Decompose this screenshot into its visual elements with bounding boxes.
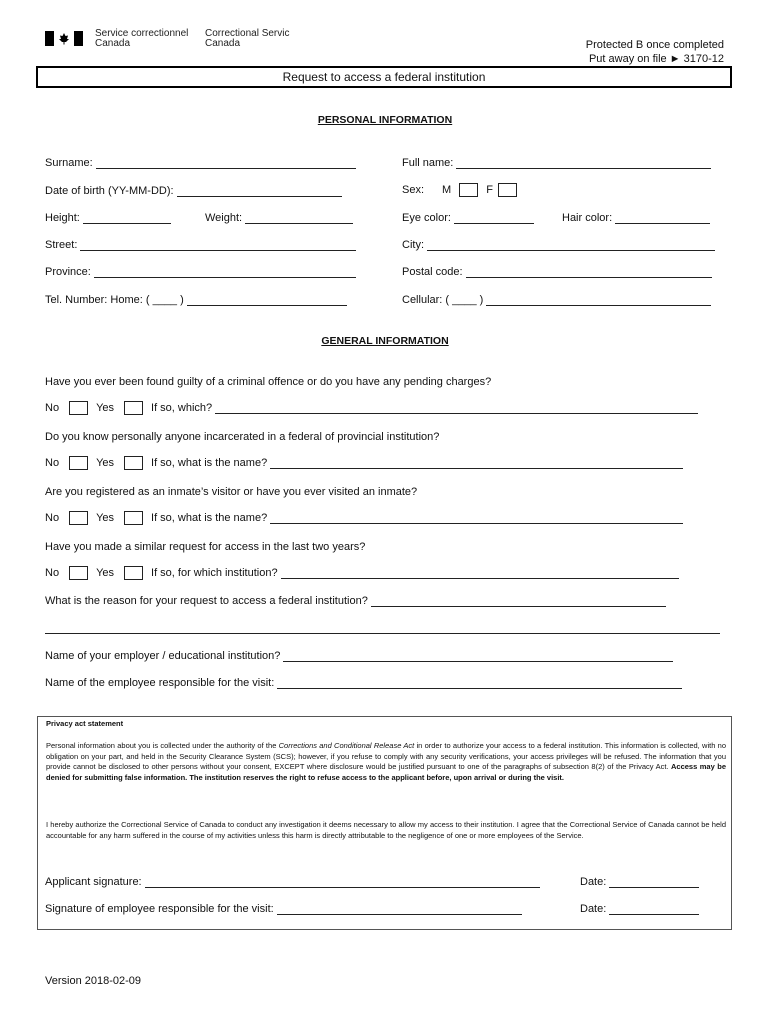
department-name-fr: Service correctionnel Canada [95, 28, 189, 49]
classification-note: Protected B once completed Put away on file ► 3170-12 [585, 39, 724, 65]
eye-color-field[interactable]: Eye color: [402, 212, 534, 224]
no-checkbox[interactable] [69, 456, 88, 470]
hair-color-field[interactable]: Hair color: [562, 212, 710, 224]
no-checkbox[interactable] [69, 401, 88, 415]
height-field[interactable]: Height: [45, 212, 171, 224]
yes-checkbox[interactable] [124, 401, 143, 415]
reason-field[interactable]: What is the reason for your request to access a federal institution? [45, 595, 666, 607]
cell-phone-field[interactable]: Cellular: ( ____ ) [402, 294, 711, 306]
dob-field[interactable]: Date of birth (YY-MM-DD): [45, 185, 342, 197]
question-similar-request: Have you made a similar request for access in the last two years? [45, 541, 366, 553]
sex-m-checkbox[interactable] [459, 183, 478, 197]
employee-signature-field[interactable]: Signature of employee responsible for the visit: [45, 903, 522, 915]
question-visitor: Are you registered as an inmate’s visitor or have you ever visited an inmate? [45, 486, 418, 498]
employee-responsible-field[interactable]: Name of the employee responsible for the visit: [45, 677, 682, 689]
reason-continuation-line[interactable] [45, 622, 720, 634]
criminal-detail-input[interactable] [215, 402, 698, 414]
postal-code-field[interactable]: Postal code: [402, 266, 712, 278]
answer-row-criminal: No Yes If so, which? [45, 401, 698, 415]
answer-row-incarcerated: No Yes If so, what is the name? [45, 456, 683, 470]
street-field[interactable]: Street: [45, 239, 356, 251]
sex-field: Sex: M F [402, 183, 525, 197]
surname-field[interactable]: Surname: [45, 157, 356, 169]
full-name-field[interactable]: Full name: [402, 157, 711, 169]
privacy-title: Privacy act statement [46, 719, 124, 728]
question-criminal: Have you ever been found guilty of a criminal offence or do you have any pending charges? [45, 376, 492, 388]
incarcerated-name-input[interactable] [270, 457, 683, 469]
province-field[interactable]: Province: [45, 266, 356, 278]
employee-date-field[interactable]: Date: [580, 903, 699, 915]
question-incarcerated: Do you know personally anyone incarcerated in a federal of provincial institution? [45, 431, 440, 443]
authorization-paragraph: I hereby authorize the Correctional Service of Canada to conduct any investigation it deems necessary to allow my access to their institution. I agree that the Correctional Service of Canada cannot be held accountable for any harm suffered in the course of my activities unless this harm is directly attributable to the negligence of one or more employees of the Service. [46, 820, 726, 840]
home-phone-field[interactable]: Tel. Number: Home: ( ____ ) [45, 294, 347, 306]
institution-name-input[interactable] [281, 567, 679, 579]
employer-field[interactable]: Name of your employer / educational institution? [45, 650, 673, 662]
no-checkbox[interactable] [69, 566, 88, 580]
weight-field[interactable]: Weight: [205, 212, 353, 224]
version-label: Version 2018-02-09 [45, 975, 142, 987]
general-info-heading: GENERAL INFORMATION [321, 335, 449, 347]
applicant-date-field[interactable]: Date: [580, 876, 699, 888]
canada-flag-icon [45, 31, 83, 46]
form-title: Request to access a federal institution [36, 66, 732, 88]
applicant-signature-field[interactable]: Applicant signature: [45, 876, 540, 888]
yes-checkbox[interactable] [124, 456, 143, 470]
sex-f-checkbox[interactable] [498, 183, 517, 197]
yes-checkbox[interactable] [124, 566, 143, 580]
department-name-en: Correctional Servic Canada [205, 28, 290, 49]
answer-row-visitor: No Yes If so, what is the name? [45, 511, 683, 525]
city-field[interactable]: City: [402, 239, 715, 251]
answer-row-similar-request: No Yes If so, for which institution? [45, 566, 679, 580]
no-checkbox[interactable] [69, 511, 88, 525]
visitor-name-input[interactable] [270, 512, 683, 524]
yes-checkbox[interactable] [124, 511, 143, 525]
personal-info-heading: PERSONAL INFORMATION [317, 114, 453, 126]
privacy-paragraph: Personal information about you is collected under the authority of the Corrections and Conditional Release Act in order to authorize your access to a federal institution. This information is collected, with no obligation on your part, and held in the Security Clearance System (SCS); however, if you refuse to comply with any security verifications, your access privileges will be refused. The information that you provide cannot be disclosed to other persons without your consent, EXCEPT where disclosure would be justified pursuant to one of the paragraphs of subsection 8(2) of the Privacy Act. Access may be denied for submitting false information. The institution reserves the right to refuse access to the applicant before, upon arrival or during the visit. [46, 741, 727, 782]
